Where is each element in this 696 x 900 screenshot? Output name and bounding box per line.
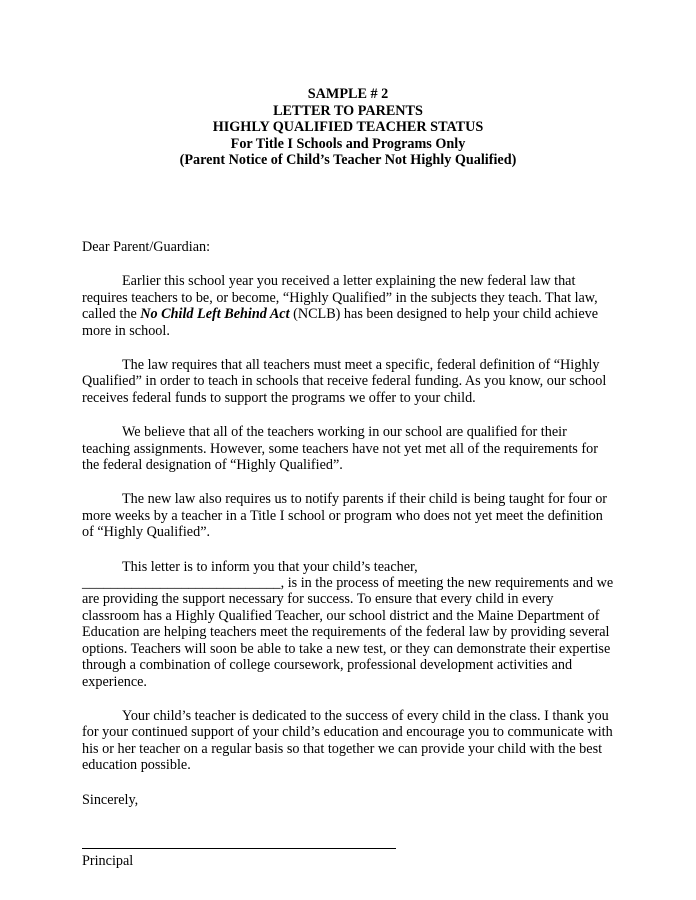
paragraph-4 xyxy=(82,491,614,540)
header-notice: (Parent Notice of Child’s Teacher Not Highly Qualified) xyxy=(179,152,517,169)
letter-header xyxy=(82,86,614,169)
header-letter-type: LETTER TO PARENTS xyxy=(273,102,423,119)
salutation: Dear Parent/Guardian: xyxy=(82,238,211,255)
paragraph-1-before: Earlier this school year you received a letter explaining the new federal law that requires teachers to be, or become, “Highly Qualified” in the subjects they teach. That law, called the xyxy=(82,273,598,323)
paragraph-6 xyxy=(82,708,614,774)
paragraph-3 xyxy=(82,424,614,473)
paragraph-2-text: The law requires that all teachers must meet a specific, federal definition of “Highly Qualified” in order to teach in schools that receive federal funding. As you know, our school receives federal funds to support the programs we offer to your child. xyxy=(82,357,607,406)
paragraph-5 xyxy=(82,559,614,690)
header-scope: For Title I Schools and Programs Only xyxy=(230,135,466,152)
letter-page xyxy=(82,86,614,869)
signature-line xyxy=(82,848,396,849)
closing: Sincerely, xyxy=(82,791,139,808)
header-status: HIGHLY QUALIFIED TEACHER STATUS xyxy=(212,119,484,136)
paragraph-4-text: The new law also requires us to notify parents if their child is being taught for four or more weeks by a teacher in a Title I school or program who does not yet meet the definition of “Highly Qualified”. xyxy=(82,491,608,541)
signature-title: Principal xyxy=(82,852,134,869)
paragraph-5-text: This letter is to inform you that your child’s teacher, ____________________________, is in the process of meeting the new requirements and we are providing the support necessary for success. To ensure that every child in every classroom has a Highly Qualified Teacher, our school district and the Maine Department of Education are helping teachers meet the requirements of the federal law by providing several options. Teachers will soon be able to take a new test, or they can demonstrate their expertise through a combination of college coursework, professional development activities and experience. xyxy=(82,558,614,690)
act-name: No Child Left Behind Act xyxy=(140,306,290,323)
paragraph-2 xyxy=(82,357,614,406)
header-sample-number: SAMPLE # 2 xyxy=(307,86,389,102)
paragraph-1 xyxy=(82,273,614,339)
paragraph-6-text: Your child’s teacher is dedicated to the success of every child in the class. I thank you for your continued support of your child’s education and encourage you to communicate with his or her teacher on a regular basis so that together we can provide your child with the best education possible. xyxy=(82,707,613,774)
paragraph-1-after: (NCLB) has been designed to help your child achieve more in school. xyxy=(82,306,599,339)
paragraph-3-text: We believe that all of the teachers working in our school are qualified for their teaching assignments. However, some teachers have not yet met all of the requirements for the federal designation of “Highly Qualified”. xyxy=(82,424,598,474)
